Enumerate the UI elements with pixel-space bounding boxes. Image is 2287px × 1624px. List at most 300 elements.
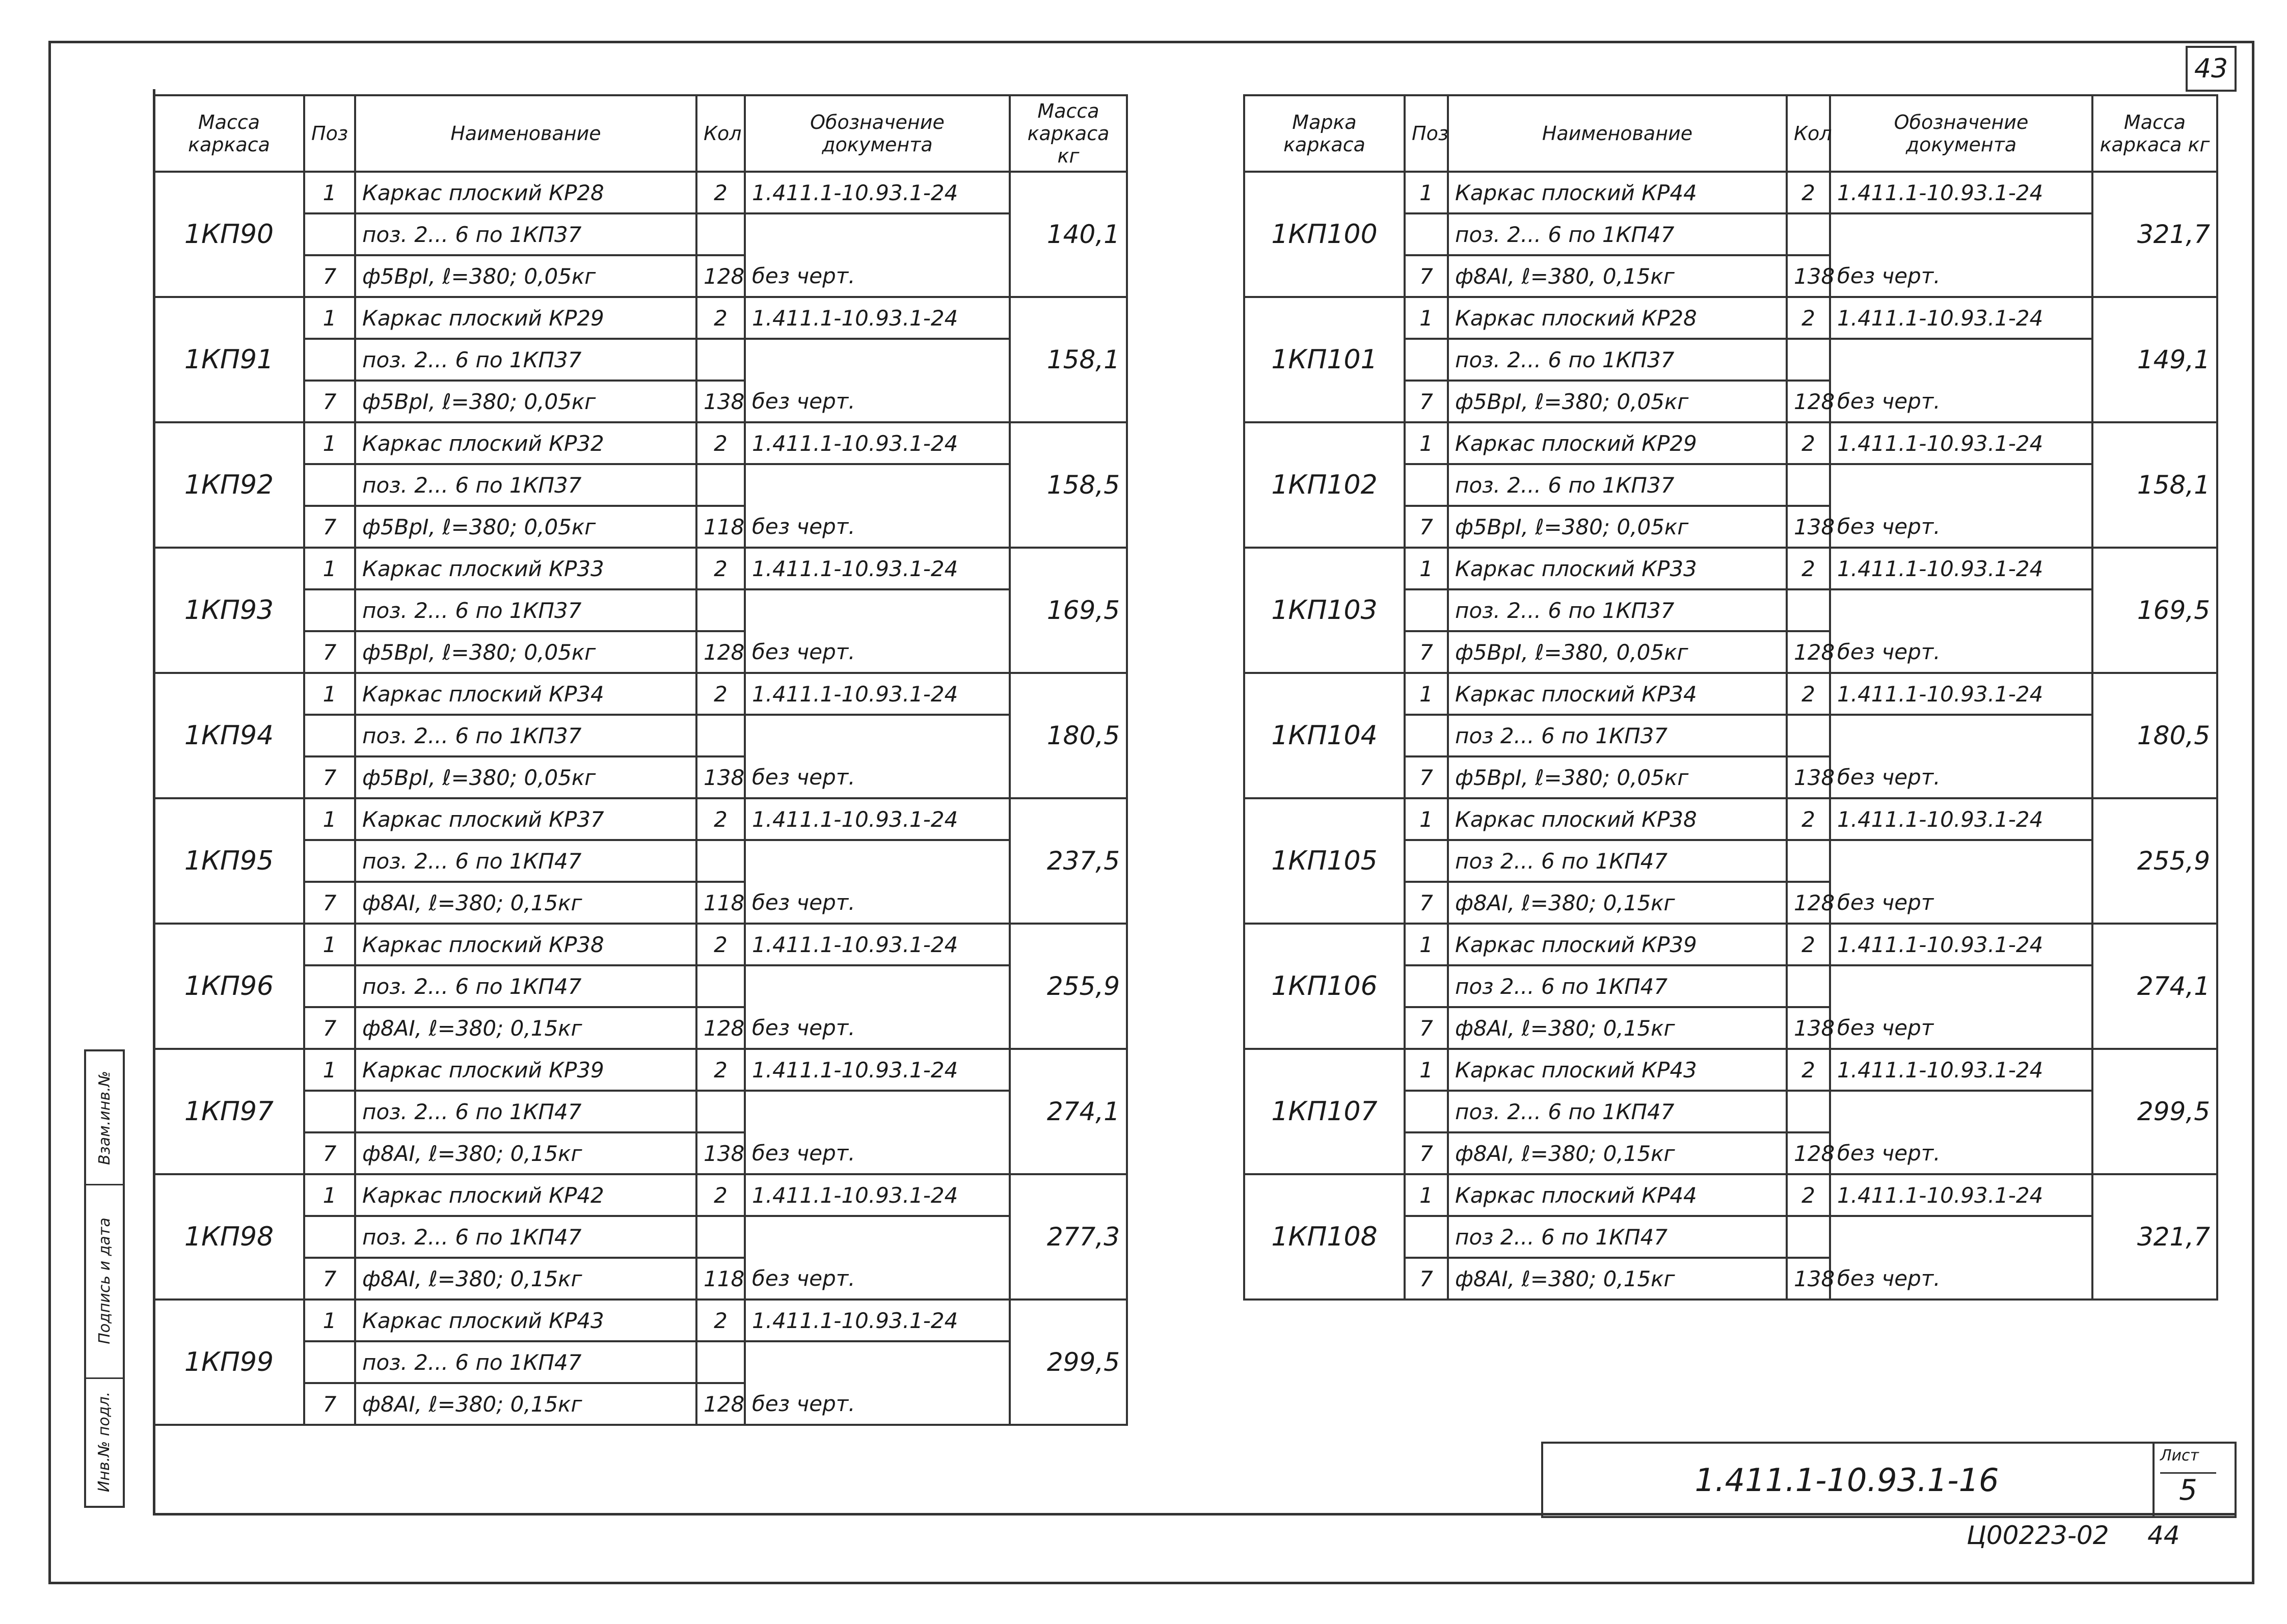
quantity-cell xyxy=(696,965,745,1007)
quantity-cell: 2 xyxy=(1787,798,1830,840)
frame-mark: 1КП106 xyxy=(1244,924,1405,1049)
table-row xyxy=(154,297,1127,339)
name-cell: Каркас плоский КР34 xyxy=(1448,673,1787,715)
name-cell: ф8АI, ℓ=380; 0,15кг xyxy=(1448,1132,1787,1174)
name-cell: поз. 2... 6 по 1КП47 xyxy=(1448,1091,1787,1132)
document-cell: 1.411.1-10.93.1-24 xyxy=(745,297,1010,339)
quantity-cell: 138 xyxy=(1787,506,1830,548)
quantity-cell xyxy=(1787,715,1830,756)
frame-mass: 321,7 xyxy=(2092,1174,2217,1300)
document-cell: 1.411.1-10.93.1-24 xyxy=(745,1049,1010,1091)
archive-code: Ц00223-02 xyxy=(1967,1521,2109,1550)
side-label-signature: Подпись и дата xyxy=(95,1217,114,1344)
frame-mark: 1КП98 xyxy=(154,1174,304,1300)
document-cell: без черт. xyxy=(1830,506,2092,548)
side-label-replace: Взам.инв.№ xyxy=(95,1070,114,1165)
position-cell: 7 xyxy=(1405,1132,1448,1174)
frame-mass: 237,5 xyxy=(1010,798,1127,924)
name-cell: ф8АI, ℓ=380; 0,15кг xyxy=(355,1258,696,1300)
table-row xyxy=(154,924,1127,965)
position-cell: 1 xyxy=(1405,172,1448,213)
document-cell xyxy=(745,589,1010,631)
document-cell: без черт. xyxy=(745,1383,1010,1425)
name-cell: поз 2... 6 по 1КП47 xyxy=(1448,965,1787,1007)
quantity-cell xyxy=(1787,840,1830,882)
header-pos: Поз xyxy=(304,95,355,172)
quantity-cell: 2 xyxy=(696,422,745,464)
position-cell: 1 xyxy=(1405,924,1448,965)
name-cell: поз. 2... 6 по 1КП37 xyxy=(1448,589,1787,631)
quantity-cell: 2 xyxy=(1787,172,1830,213)
name-cell: ф5ВрI, ℓ=380; 0,05кг xyxy=(1448,756,1787,798)
position-cell xyxy=(304,1091,355,1132)
name-cell: Каркас плоский КР29 xyxy=(1448,422,1787,464)
header-name: Наименование xyxy=(1448,95,1787,172)
quantity-cell: 128 xyxy=(696,1383,745,1425)
position-cell xyxy=(1405,589,1448,631)
position-cell: 7 xyxy=(304,381,355,422)
document-cell: без черт. xyxy=(745,1007,1010,1049)
header-doc: Обозначение документа xyxy=(1830,95,2092,172)
frame-mass: 274,1 xyxy=(1010,1049,1127,1174)
frame-mass: 158,5 xyxy=(1010,422,1127,548)
document-cell: 1.411.1-10.93.1-24 xyxy=(1830,798,2092,840)
sheet-label: Лист xyxy=(2160,1447,2199,1465)
header-mass: Масса каркаса кг xyxy=(1010,95,1127,172)
document-cell: без черт. xyxy=(1830,1258,2092,1300)
name-cell: поз 2... 6 по 1КП37 xyxy=(1448,715,1787,756)
table-row xyxy=(1244,548,2217,589)
name-cell: поз. 2... 6 по 1КП37 xyxy=(1448,464,1787,506)
position-cell: 7 xyxy=(304,1007,355,1049)
name-cell: поз. 2... 6 по 1КП37 xyxy=(355,715,696,756)
quantity-cell: 2 xyxy=(696,548,745,589)
frame-mark: 1КП105 xyxy=(1244,798,1405,924)
frame-mark: 1КП108 xyxy=(1244,1174,1405,1300)
frame-mark: 1КП97 xyxy=(154,1049,304,1174)
frame-mass: 158,1 xyxy=(2092,422,2217,548)
table-row xyxy=(154,422,1127,464)
quantity-cell: 138 xyxy=(1787,1258,1830,1300)
document-cell xyxy=(745,339,1010,381)
quantity-cell: 138 xyxy=(1787,1007,1830,1049)
position-cell: 7 xyxy=(1405,506,1448,548)
position-cell: 7 xyxy=(1405,255,1448,297)
name-cell: Каркас плоский КР39 xyxy=(355,1049,696,1091)
quantity-cell xyxy=(696,589,745,631)
document-cell xyxy=(745,1216,1010,1258)
name-cell: ф8АI, ℓ=380; 0,15кг xyxy=(1448,1258,1787,1300)
side-stamp-strip xyxy=(84,1049,125,1508)
quantity-cell: 128 xyxy=(1787,381,1830,422)
header-pos: Поз xyxy=(1405,95,1448,172)
right-table-body xyxy=(1244,172,2217,1300)
quantity-cell: 128 xyxy=(1787,631,1830,673)
table-row xyxy=(1244,172,2217,213)
left-table-body xyxy=(154,172,1127,1425)
quantity-cell: 128 xyxy=(696,631,745,673)
quantity-cell: 2 xyxy=(696,924,745,965)
sheet-top-number: 43 xyxy=(2186,46,2237,92)
position-cell: 1 xyxy=(304,297,355,339)
position-cell: 7 xyxy=(304,882,355,924)
position-cell: 7 xyxy=(304,506,355,548)
name-cell: Каркас плоский КР34 xyxy=(355,673,696,715)
position-cell xyxy=(1405,1091,1448,1132)
frame-mass: 277,3 xyxy=(1010,1174,1127,1300)
name-cell: ф8АI, ℓ=380; 0,15кг xyxy=(355,1383,696,1425)
name-cell: Каркас плоский КР29 xyxy=(355,297,696,339)
quantity-cell: 128 xyxy=(1787,882,1830,924)
frame-mass: 169,5 xyxy=(1010,548,1127,673)
frame-mark: 1КП90 xyxy=(154,172,304,297)
position-cell: 1 xyxy=(304,798,355,840)
position-cell xyxy=(304,840,355,882)
quantity-cell: 138 xyxy=(1787,756,1830,798)
name-cell: Каркас плоский КР28 xyxy=(355,172,696,213)
position-cell xyxy=(304,213,355,255)
position-cell: 7 xyxy=(304,1258,355,1300)
name-cell: ф5ВрI, ℓ=380; 0,05кг xyxy=(1448,506,1787,548)
quantity-cell: 128 xyxy=(696,255,745,297)
document-cell xyxy=(745,1091,1010,1132)
frame-mass: 321,7 xyxy=(2092,172,2217,297)
table-row xyxy=(1244,297,2217,339)
position-cell: 1 xyxy=(1405,673,1448,715)
name-cell: поз. 2... 6 по 1КП37 xyxy=(355,589,696,631)
name-cell: ф5ВрI, ℓ=380, 0,05кг xyxy=(1448,631,1787,673)
frame-mark: 1КП102 xyxy=(1244,422,1405,548)
position-cell xyxy=(1405,213,1448,255)
position-cell: 7 xyxy=(304,1383,355,1425)
document-cell: 1.411.1-10.93.1-24 xyxy=(745,673,1010,715)
name-cell: ф5ВрI, ℓ=380; 0,05кг xyxy=(355,506,696,548)
frame-mark: 1КП96 xyxy=(154,924,304,1049)
position-cell: 1 xyxy=(1405,798,1448,840)
name-cell: Каркас плоский КР43 xyxy=(355,1300,696,1341)
name-cell: Каркас плоский КР43 xyxy=(1448,1049,1787,1091)
quantity-cell xyxy=(1787,1091,1830,1132)
quantity-cell xyxy=(696,213,745,255)
quantity-cell: 2 xyxy=(696,673,745,715)
frame-mark: 1КП95 xyxy=(154,798,304,924)
position-cell xyxy=(304,589,355,631)
document-cell: 1.411.1-10.93.1-24 xyxy=(1830,924,2092,965)
frame-mass: 299,5 xyxy=(1010,1300,1127,1425)
position-cell xyxy=(304,965,355,1007)
position-cell: 1 xyxy=(304,548,355,589)
name-cell: поз. 2... 6 по 1КП47 xyxy=(355,1216,696,1258)
quantity-cell xyxy=(696,1216,745,1258)
document-cell: без черт. xyxy=(745,381,1010,422)
frame-mass: 158,1 xyxy=(1010,297,1127,422)
position-cell xyxy=(1405,339,1448,381)
position-cell: 1 xyxy=(304,172,355,213)
header-mass: Масса каркаса кг xyxy=(2092,95,2217,172)
name-cell: ф8АI, ℓ=380; 0,15кг xyxy=(1448,1007,1787,1049)
quantity-cell: 2 xyxy=(1787,422,1830,464)
document-cell: 1.411.1-10.93.1-24 xyxy=(745,422,1010,464)
side-cell-inventory xyxy=(86,1377,123,1506)
name-cell: ф8АI, ℓ=380, 0,15кг xyxy=(1448,255,1787,297)
quantity-cell: 2 xyxy=(696,798,745,840)
position-cell: 1 xyxy=(1405,548,1448,589)
quantity-cell xyxy=(696,1341,745,1383)
quantity-cell: 138 xyxy=(696,381,745,422)
position-cell: 7 xyxy=(304,631,355,673)
left-spec-table xyxy=(153,94,1128,1426)
quantity-cell: 2 xyxy=(1787,548,1830,589)
quantity-cell xyxy=(696,1091,745,1132)
frame-mass: 299,5 xyxy=(2092,1049,2217,1174)
frame-mass: 274,1 xyxy=(2092,924,2217,1049)
quantity-cell: 118 xyxy=(696,1258,745,1300)
quantity-cell xyxy=(696,840,745,882)
table-row xyxy=(154,1174,1127,1216)
archive-page: 44 xyxy=(2147,1521,2180,1550)
header-name: Наименование xyxy=(355,95,696,172)
position-cell: 7 xyxy=(304,756,355,798)
document-cell xyxy=(1830,464,2092,506)
name-cell: ф8АI, ℓ=380; 0,15кг xyxy=(355,882,696,924)
position-cell: 7 xyxy=(1405,756,1448,798)
position-cell xyxy=(1405,464,1448,506)
quantity-cell: 2 xyxy=(696,1049,745,1091)
header-qty: Кол xyxy=(1787,95,1830,172)
position-cell: 7 xyxy=(1405,631,1448,673)
quantity-cell: 138 xyxy=(696,1132,745,1174)
name-cell: поз. 2... 6 по 1КП47 xyxy=(355,1091,696,1132)
name-cell: Каркас плоский КР38 xyxy=(1448,798,1787,840)
document-cell: без черт. xyxy=(745,506,1010,548)
position-cell: 1 xyxy=(304,1049,355,1091)
header-mark: Масса каркаса xyxy=(154,95,304,172)
position-cell: 1 xyxy=(1405,422,1448,464)
frame-mark: 1КП99 xyxy=(154,1300,304,1425)
quantity-cell: 2 xyxy=(1787,1174,1830,1216)
table-row xyxy=(1244,798,2217,840)
name-cell: поз. 2... 6 по 1КП37 xyxy=(355,464,696,506)
quantity-cell xyxy=(1787,339,1830,381)
quantity-cell xyxy=(696,464,745,506)
name-cell: поз. 2... 6 по 1КП37 xyxy=(1448,339,1787,381)
document-cell: 1.411.1-10.93.1-24 xyxy=(745,798,1010,840)
document-cell: 1.411.1-10.93.1-24 xyxy=(745,1300,1010,1341)
name-cell: ф5ВрI, ℓ=380; 0,05кг xyxy=(355,381,696,422)
table-row xyxy=(154,1300,1127,1341)
document-cell: 1.411.1-10.93.1-24 xyxy=(745,172,1010,213)
document-cell xyxy=(745,965,1010,1007)
document-cell: 1.411.1-10.93.1-24 xyxy=(1830,1049,2092,1091)
document-cell xyxy=(1830,589,2092,631)
name-cell: Каркас плоский КР37 xyxy=(355,798,696,840)
document-cell: 1.411.1-10.93.1-24 xyxy=(745,924,1010,965)
document-cell xyxy=(1830,1216,2092,1258)
table-row xyxy=(154,548,1127,589)
document-cell: без черт. xyxy=(1830,756,2092,798)
position-cell: 7 xyxy=(1405,1258,1448,1300)
frame-mark: 1КП91 xyxy=(154,297,304,422)
name-cell: поз. 2... 6 по 1КП47 xyxy=(1448,213,1787,255)
table-row xyxy=(1244,1174,2217,1216)
frame-mass: 140,1 xyxy=(1010,172,1127,297)
name-cell: поз. 2... 6 по 1КП37 xyxy=(355,213,696,255)
position-cell: 1 xyxy=(1405,297,1448,339)
frame-mass: 149,1 xyxy=(2092,297,2217,422)
table-row xyxy=(154,1049,1127,1091)
document-cell: без черт. xyxy=(745,756,1010,798)
position-cell: 1 xyxy=(304,1300,355,1341)
table-row xyxy=(154,798,1127,840)
name-cell: поз. 2... 6 по 1КП47 xyxy=(355,965,696,1007)
name-cell: Каркас плоский КР38 xyxy=(355,924,696,965)
quantity-cell: 118 xyxy=(696,506,745,548)
table-row xyxy=(1244,422,2217,464)
position-cell xyxy=(304,339,355,381)
name-cell: Каркас плоский КР28 xyxy=(1448,297,1787,339)
frame-mass: 169,5 xyxy=(2092,548,2217,673)
name-cell: поз. 2... 6 по 1КП47 xyxy=(355,840,696,882)
quantity-cell: 128 xyxy=(696,1007,745,1049)
quantity-cell xyxy=(696,339,745,381)
position-cell xyxy=(304,1216,355,1258)
frame-mark: 1КП100 xyxy=(1244,172,1405,297)
document-cell xyxy=(745,213,1010,255)
name-cell: ф5ВрI, ℓ=380; 0,05кг xyxy=(355,631,696,673)
side-cell-replace xyxy=(86,1051,123,1185)
name-cell: поз. 2... 6 по 1КП37 xyxy=(355,339,696,381)
header-mark: Марка каркаса xyxy=(1244,95,1405,172)
position-cell xyxy=(1405,965,1448,1007)
name-cell: Каркас плоский КР44 xyxy=(1448,1174,1787,1216)
quantity-cell: 118 xyxy=(696,882,745,924)
quantity-cell xyxy=(1787,589,1830,631)
document-code: 1.411.1-10.93.1-16 xyxy=(1694,1461,1999,1499)
quantity-cell: 138 xyxy=(1787,255,1830,297)
document-cell: 1.411.1-10.93.1-24 xyxy=(1830,548,2092,589)
frame-mass: 255,9 xyxy=(2092,798,2217,924)
quantity-cell: 2 xyxy=(696,1174,745,1216)
quantity-cell: 2 xyxy=(1787,673,1830,715)
name-cell: Каркас плоский КР33 xyxy=(355,548,696,589)
frame-mark: 1КП101 xyxy=(1244,297,1405,422)
right-spec-table xyxy=(1243,94,2218,1301)
document-cell: 1.411.1-10.93.1-24 xyxy=(1830,673,2092,715)
quantity-cell: 2 xyxy=(1787,924,1830,965)
table-row xyxy=(154,673,1127,715)
document-cell: 1.411.1-10.93.1-24 xyxy=(745,548,1010,589)
document-cell: без черт. xyxy=(745,1258,1010,1300)
document-cell: 1.411.1-10.93.1-24 xyxy=(1830,1174,2092,1216)
document-cell: без черт xyxy=(1830,882,2092,924)
document-cell: без черт. xyxy=(745,882,1010,924)
quantity-cell xyxy=(1787,213,1830,255)
header-qty: Кол xyxy=(696,95,745,172)
document-cell: без черт. xyxy=(745,255,1010,297)
document-cell xyxy=(1830,715,2092,756)
side-cell-signature xyxy=(86,1184,123,1379)
quantity-cell: 2 xyxy=(696,172,745,213)
position-cell xyxy=(1405,715,1448,756)
frame-mark: 1КП92 xyxy=(154,422,304,548)
name-cell: ф8АI, ℓ=380; 0,15кг xyxy=(1448,882,1787,924)
document-cell xyxy=(1830,965,2092,1007)
position-cell: 7 xyxy=(1405,1007,1448,1049)
position-cell: 7 xyxy=(1405,882,1448,924)
name-cell: Каркас плоский КР32 xyxy=(355,422,696,464)
quantity-cell: 2 xyxy=(696,1300,745,1341)
name-cell: Каркас плоский КР44 xyxy=(1448,172,1787,213)
document-cell: без черт. xyxy=(1830,1132,2092,1174)
quantity-cell: 138 xyxy=(696,756,745,798)
name-cell: ф5ВрI, ℓ=380; 0,05кг xyxy=(355,756,696,798)
document-cell: без черт. xyxy=(1830,255,2092,297)
name-cell: ф5ВрI, ℓ=380; 0,05кг xyxy=(355,255,696,297)
frame-mass: 255,9 xyxy=(1010,924,1127,1049)
frame-mark: 1КП93 xyxy=(154,548,304,673)
document-cell xyxy=(745,715,1010,756)
document-cell xyxy=(1830,339,2092,381)
document-cell: без черт. xyxy=(1830,631,2092,673)
quantity-cell: 2 xyxy=(1787,1049,1830,1091)
document-cell: без черт. xyxy=(1830,381,2092,422)
quantity-cell xyxy=(1787,1216,1830,1258)
name-cell: Каркас плоский КР33 xyxy=(1448,548,1787,589)
quantity-cell xyxy=(1787,464,1830,506)
frame-mark: 1КП94 xyxy=(154,673,304,798)
name-cell: Каркас плоский КР42 xyxy=(355,1174,696,1216)
table-row xyxy=(154,172,1127,213)
sheet-number: 5 xyxy=(2160,1472,2216,1513)
name-cell: поз 2... 6 по 1КП47 xyxy=(1448,840,1787,882)
table-row xyxy=(1244,924,2217,965)
side-label-inventory: Инв.№ подл. xyxy=(95,1391,114,1492)
table-row xyxy=(1244,1049,2217,1091)
name-cell: ф5ВрI, ℓ=380; 0,05кг xyxy=(1448,381,1787,422)
position-cell: 1 xyxy=(1405,1049,1448,1091)
document-cell: 1.411.1-10.93.1-24 xyxy=(1830,422,2092,464)
position-cell: 1 xyxy=(304,422,355,464)
document-cell xyxy=(1830,840,2092,882)
frame-mark: 1КП107 xyxy=(1244,1049,1405,1174)
frame-mark: 1КП104 xyxy=(1244,673,1405,798)
position-cell xyxy=(304,1341,355,1383)
frame-mass: 180,5 xyxy=(1010,673,1127,798)
document-cell xyxy=(745,840,1010,882)
name-cell: Каркас плоский КР39 xyxy=(1448,924,1787,965)
name-cell: поз 2... 6 по 1КП47 xyxy=(1448,1216,1787,1258)
document-cell: 1.411.1-10.93.1-24 xyxy=(745,1174,1010,1216)
document-cell xyxy=(1830,1091,2092,1132)
quantity-cell xyxy=(1787,965,1830,1007)
document-cell xyxy=(1830,213,2092,255)
document-cell: без черт xyxy=(1830,1007,2092,1049)
position-cell xyxy=(304,464,355,506)
quantity-cell: 2 xyxy=(1787,297,1830,339)
position-cell: 7 xyxy=(1405,381,1448,422)
quantity-cell: 128 xyxy=(1787,1132,1830,1174)
document-cell xyxy=(745,1341,1010,1383)
table-row xyxy=(1244,673,2217,715)
position-cell: 1 xyxy=(304,673,355,715)
position-cell: 7 xyxy=(304,255,355,297)
position-cell: 1 xyxy=(1405,1174,1448,1216)
position-cell xyxy=(304,715,355,756)
document-cell xyxy=(745,464,1010,506)
position-cell: 7 xyxy=(304,1132,355,1174)
position-cell xyxy=(1405,840,1448,882)
document-cell: 1.411.1-10.93.1-24 xyxy=(1830,172,2092,213)
